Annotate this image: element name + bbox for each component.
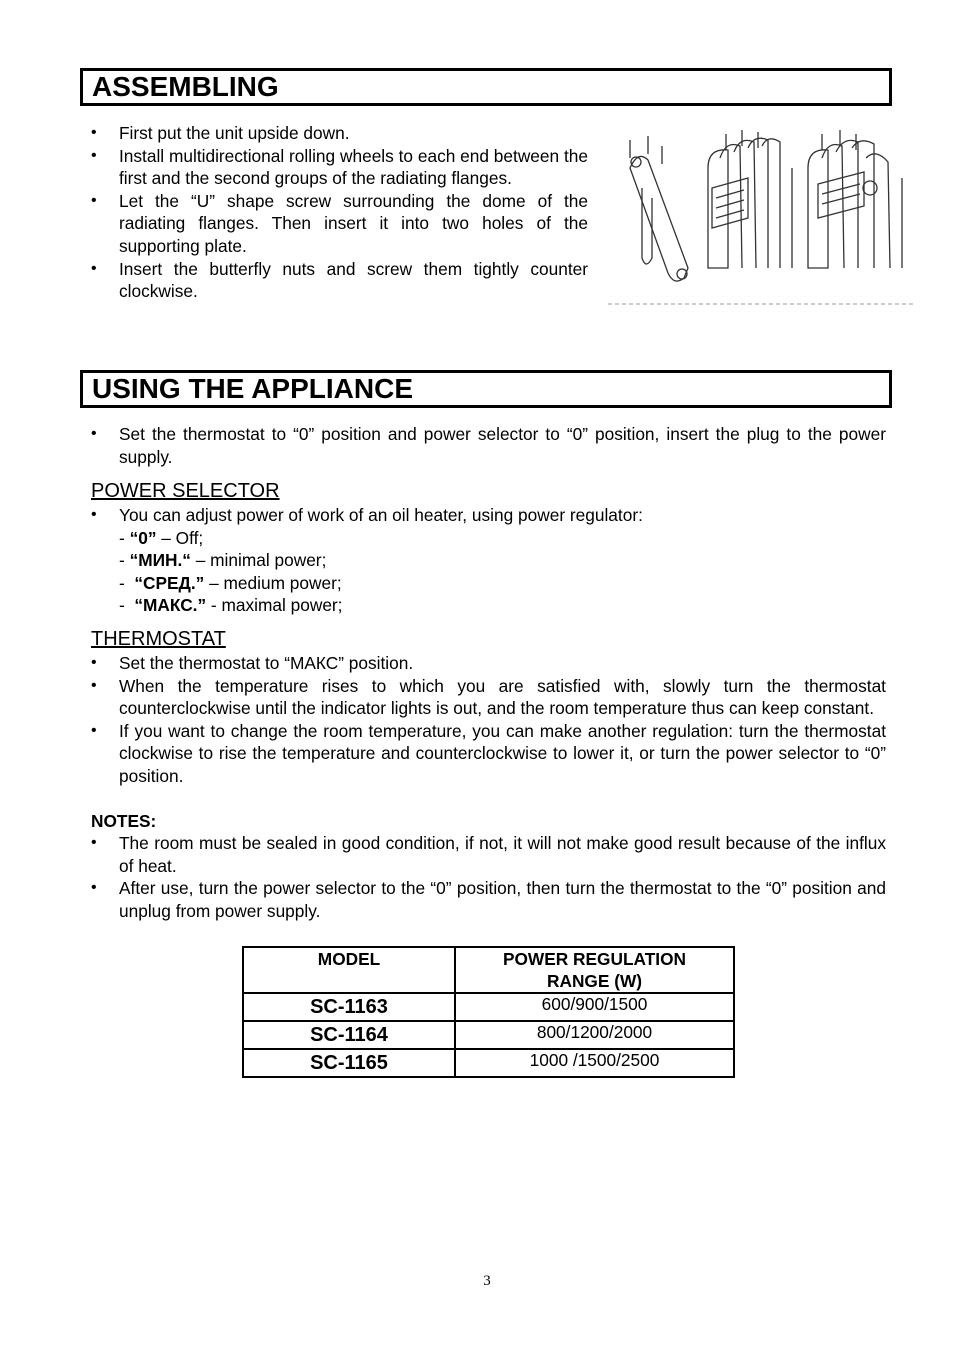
power-option: - “МИН.“ – minimal power;: [119, 550, 327, 571]
notes-list: [91, 832, 886, 922]
power-option: - “МАКС.” - maximal power;: [119, 595, 343, 616]
range-cell: 800/1200/2000: [455, 1021, 734, 1049]
power-option: - “СРЕД.” – medium power;: [119, 572, 342, 593]
model-cell: SC-1164: [243, 1021, 455, 1049]
list-item: • Install multidirectional rolling wheels to each end between the first and the second groups of the radiating flanges.: [91, 145, 588, 190]
table-row: [243, 1021, 734, 1049]
power-option: - “0” – Off;: [119, 528, 204, 548]
list-item: • Set the thermostat to “0” position and power selector to “0” position, insert the plug to the power supply.: [91, 423, 886, 468]
model-cell: SC-1165: [243, 1049, 455, 1077]
range-header: POWER REGULATION RANGE (W): [455, 947, 734, 993]
power-options: [91, 527, 886, 617]
list-item: • First put the unit upside down.: [91, 122, 588, 145]
range-cell: 1000 /1500/2500: [455, 1049, 734, 1077]
list-item: • Set the thermostat to “МАКС” position.: [91, 652, 886, 675]
list-item: • If you want to change the room temperature, you can make another regulation: turn the thermostat clockwise to rise the temperature and counterclockwise to lower it, or turn the power selector to “0” position.: [91, 720, 886, 788]
assembly-illustration: [608, 128, 916, 308]
notes-label: NOTES:: [91, 811, 157, 831]
assembling-heading: ASSEMBLING: [80, 68, 892, 106]
assembling-list: [91, 122, 588, 303]
power-range-table: [242, 946, 735, 1078]
list-item: • After use, turn the power selector to the “0” position, then turn the thermostat to the “0” position and unplug from power supply.: [91, 877, 886, 922]
using-heading: USING THE APPLIANCE: [80, 370, 892, 408]
model-cell: SC-1163: [243, 993, 455, 1021]
power-selector-list: [91, 504, 886, 527]
list-item: • When the temperature rises to which you are satisfied with, slowly turn the thermostat counterclockwise until the indicator lights is out, and the room temperature thus can keep constant.: [91, 675, 886, 720]
list-item: • You can adjust power of work of an oil heater, using power regulator:: [91, 504, 886, 527]
power-selector-heading: POWER SELECTOR: [91, 480, 280, 502]
using-intro-list: [91, 423, 886, 468]
thermostat-list: [91, 652, 886, 788]
thermostat-heading: THERMOSTAT: [91, 628, 226, 650]
range-cell: 600/900/1500: [455, 993, 734, 1021]
table-header-row: [243, 947, 734, 993]
table-row: [243, 993, 734, 1021]
list-item: • The room must be sealed in good condition, if not, it will not make good result because of the influx of heat.: [91, 832, 886, 877]
table-row: [243, 1049, 734, 1077]
list-item: • Insert the butterfly nuts and screw them tightly counter clockwise.: [91, 258, 588, 303]
model-header: MODEL: [243, 947, 455, 993]
list-item: • Let the “U” shape screw surrounding the dome of the radiating flanges. Then insert it into two holes of the supporting plate.: [91, 190, 588, 258]
page-number: 3: [483, 1273, 491, 1289]
